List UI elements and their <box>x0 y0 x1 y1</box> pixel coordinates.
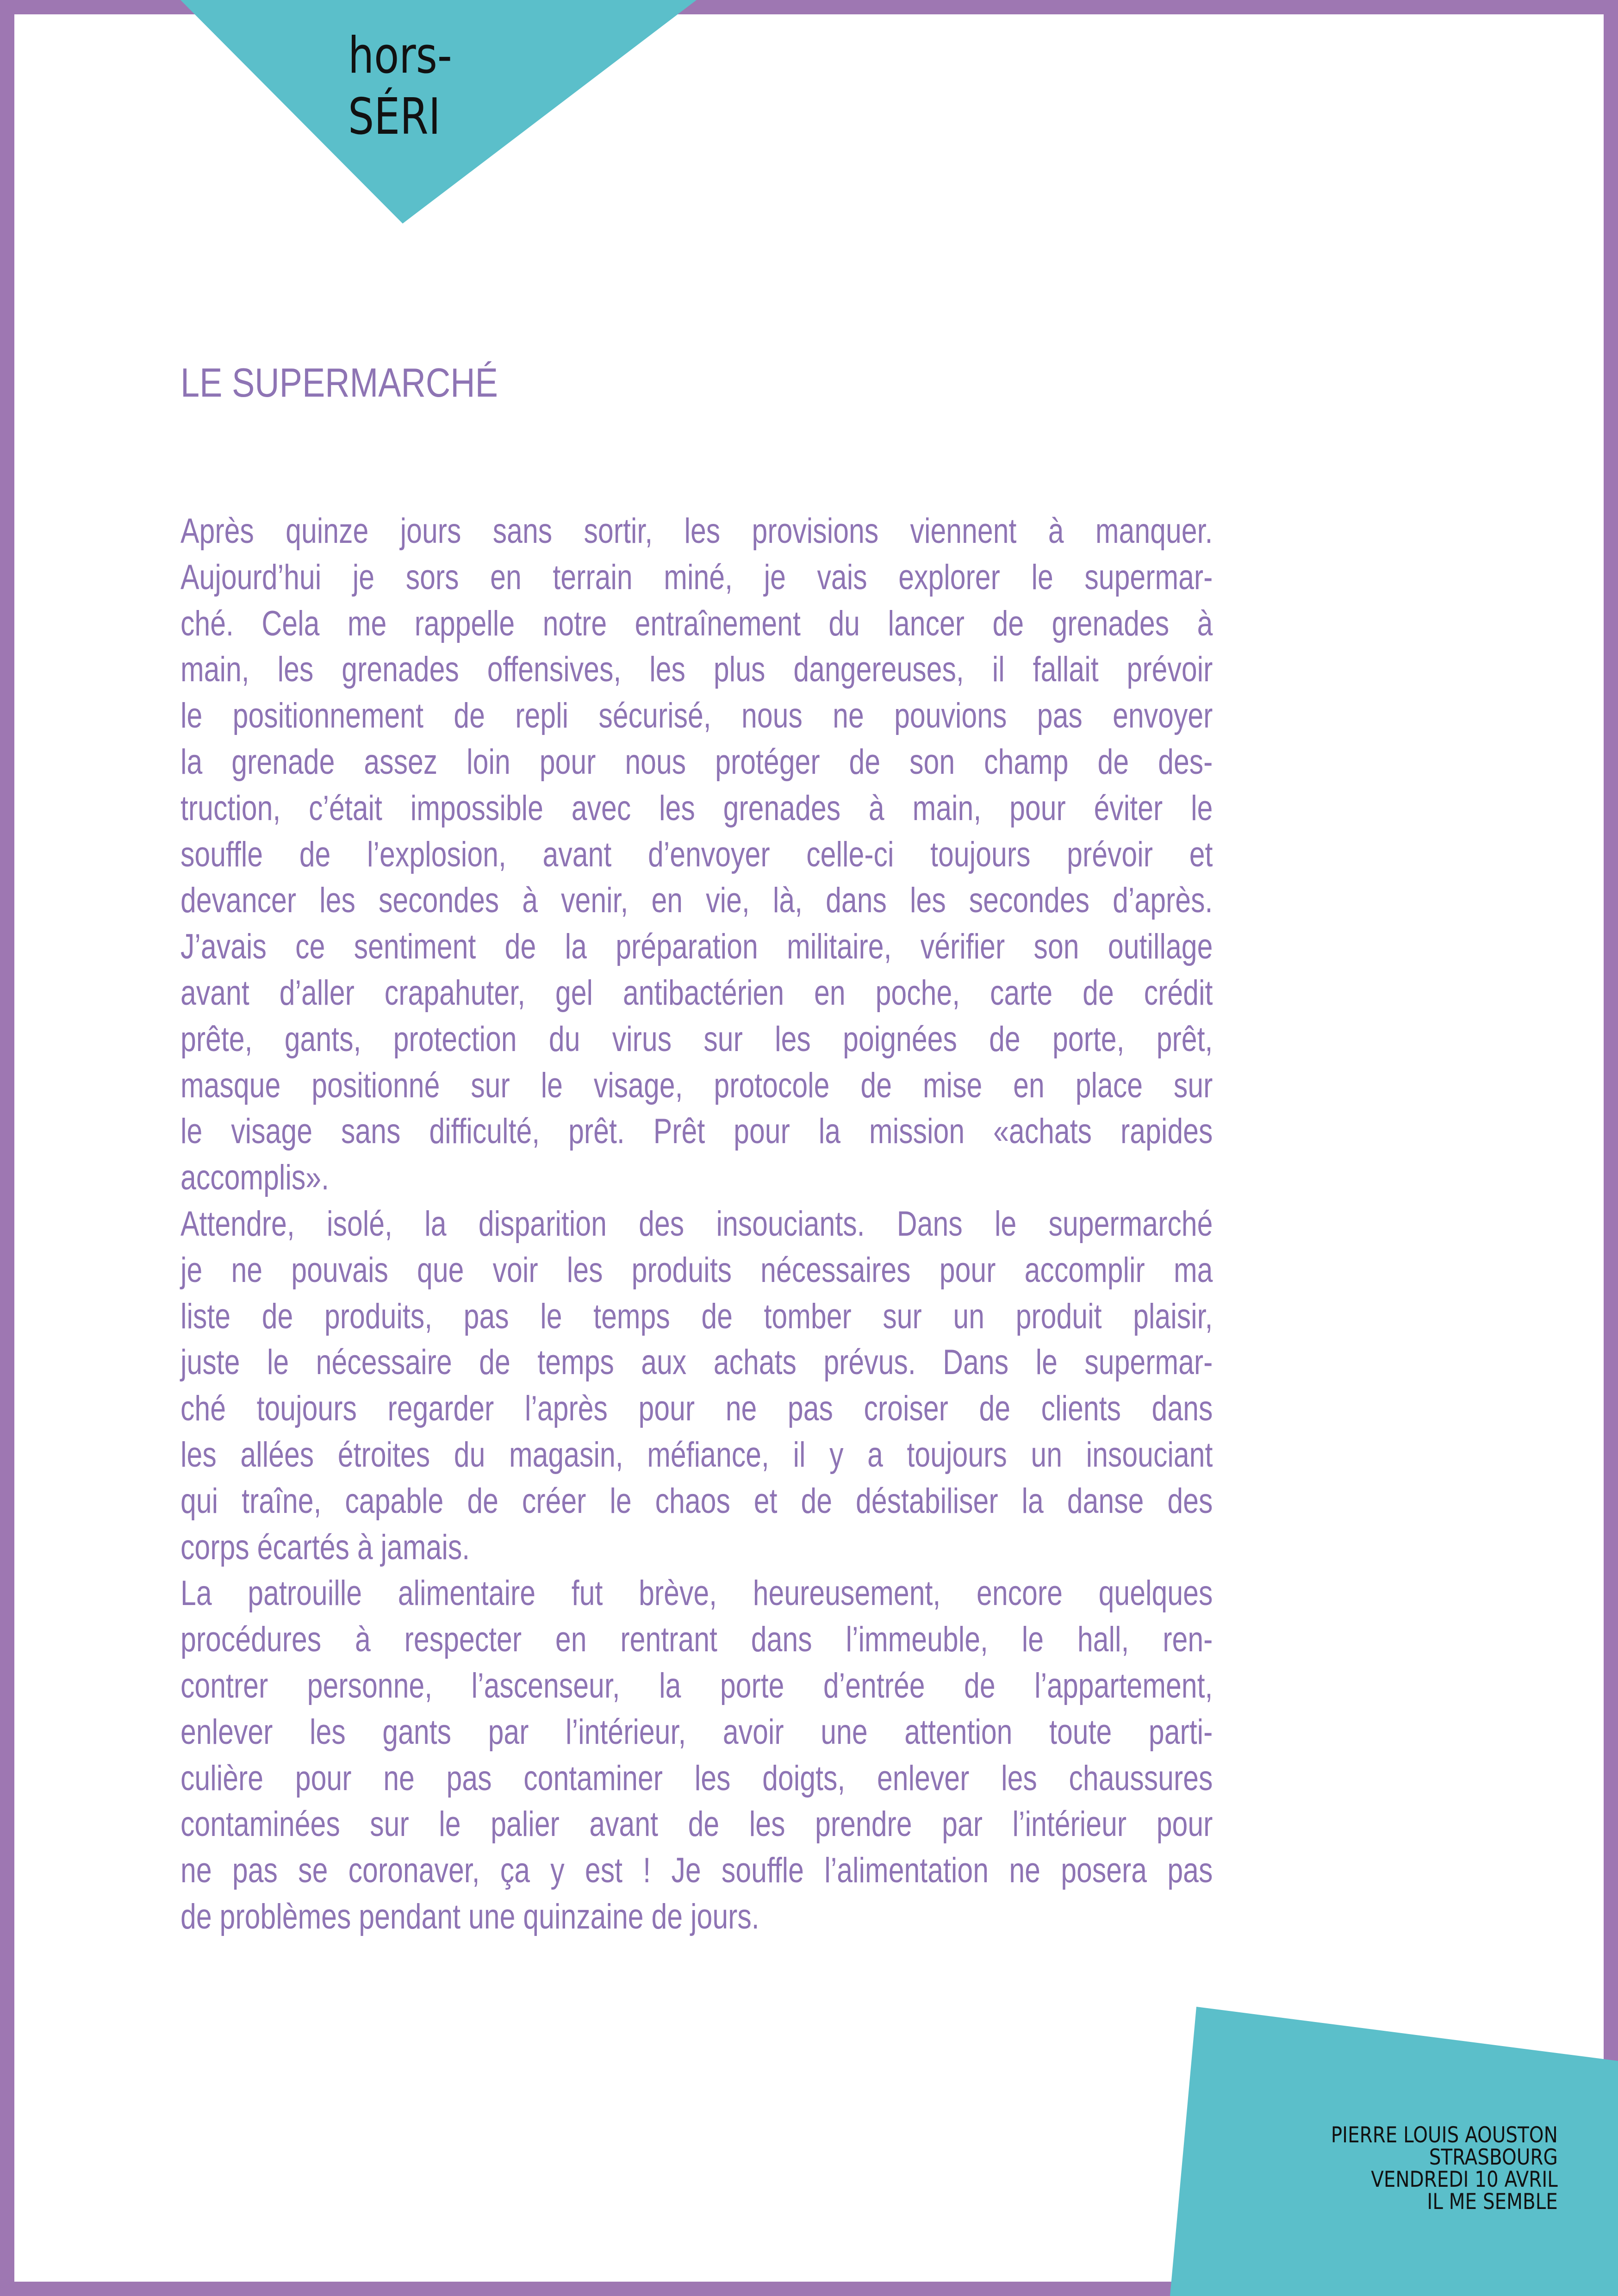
body-line: masque positionné sur le visage, protocole de mise en place sur <box>180 1065 1213 1105</box>
body-line: La patrouille alimentaire fut brève, heureusement, encore quelques <box>180 1574 1213 1613</box>
body-line: main, les grenades offensives, les plus dangereuses, il fallait prévoir <box>180 650 1213 690</box>
body-line: le visage sans difficulté, prêt. Prêt pour la mission «achats rapides <box>180 1112 1213 1151</box>
body-line: Attendre, isolé, la disparition des insouciants. Dans le supermarché <box>180 1204 1213 1244</box>
body-line: contaminées sur le palier avant de les prendre par l’intérieur pour <box>180 1804 1213 1844</box>
signature-block <box>1294 2124 1558 2213</box>
body-line: culière pour ne pas contaminer les doigts, enlever les chaussures <box>180 1758 1213 1798</box>
body-line: qui traîne, capable de créer le chaos et de déstabiliser la danse des <box>180 1481 1213 1521</box>
body-line: liste de produits, pas le temps de tomber sur un produit plaisir, <box>180 1296 1213 1336</box>
series-name: IL ME SEMBLE <box>1427 2189 1558 2215</box>
body-line: ne pas se coronaver, ça y est ! Je souffle l’alimentation ne posera pas <box>180 1851 1213 1891</box>
article-body <box>180 508 1213 1940</box>
body-line: Après quinze jours sans sortir, les provisions viennent à manquer. <box>180 511 1213 551</box>
body-line: accomplis». <box>180 1158 330 1198</box>
body-line: contrer personne, l’ascenseur, la porte d’entrée de l’appartement, <box>180 1666 1213 1705</box>
body-line: les allées étroites du magasin, méfiance, il y a toujours un insouciant <box>180 1435 1213 1475</box>
body-line: enlever les gants par l’intérieur, avoir une attention toute parti- <box>180 1712 1213 1752</box>
body-line: corps écartés à jamais. <box>180 1527 470 1567</box>
author-name: PIERRE LOUIS AOUSTON <box>1331 2122 1558 2148</box>
location: STRASBOURG <box>1429 2145 1558 2170</box>
body-line: souffle de l’explosion, avant d’envoyer celle-ci toujours prévoir et <box>180 834 1213 874</box>
body-line: avant d’aller crapahuter, gel antibactérien en poche, carte de crédit <box>180 973 1213 1013</box>
body-line: Aujourd’hui je sors en terrain miné, je vais explorer le supermar- <box>180 557 1213 597</box>
body-line: truction, c’était impossible avec les grenades à main, pour éviter le <box>180 788 1213 828</box>
body-line: devancer les secondes à venir, en vie, là, dans les secondes d’après. <box>180 881 1213 921</box>
article-title: LE SUPERMARCHÉ <box>180 360 498 405</box>
body-line: le positionnement de repli sécurisé, nous ne pouvions pas envoyer <box>180 696 1213 736</box>
hors-serie-badge <box>348 25 452 148</box>
body-line: de problèmes pendant une quinzaine de jours. <box>180 1897 759 1936</box>
body-line: la grenade assez loin pour nous protéger de son champ de des- <box>180 742 1213 782</box>
badge-line-1: hors- <box>348 27 452 85</box>
body-line: J’avais ce sentiment de la préparation militaire, vérifier son outillage <box>180 927 1213 967</box>
body-line: prête, gants, protection du virus sur les poignées de porte, prêt, <box>180 1019 1213 1059</box>
body-line: ché toujours regarder l’après pour ne pas croiser de clients dans <box>180 1389 1213 1429</box>
body-line: juste le nécessaire de temps aux achats prévus. Dans le supermar- <box>180 1343 1213 1382</box>
body-line: procédures à respecter en rentrant dans l’immeuble, le hall, ren- <box>180 1620 1213 1660</box>
body-line: ché. Cela me rappelle notre entraînement du lancer de grenades à <box>180 604 1213 643</box>
badge-line-2: SÉRI <box>348 87 441 146</box>
body-line: je ne pouvais que voir les produits nécessaires pour accomplir ma <box>180 1250 1213 1290</box>
date: VENDREDI 10 AVRIL <box>1371 2167 1558 2192</box>
